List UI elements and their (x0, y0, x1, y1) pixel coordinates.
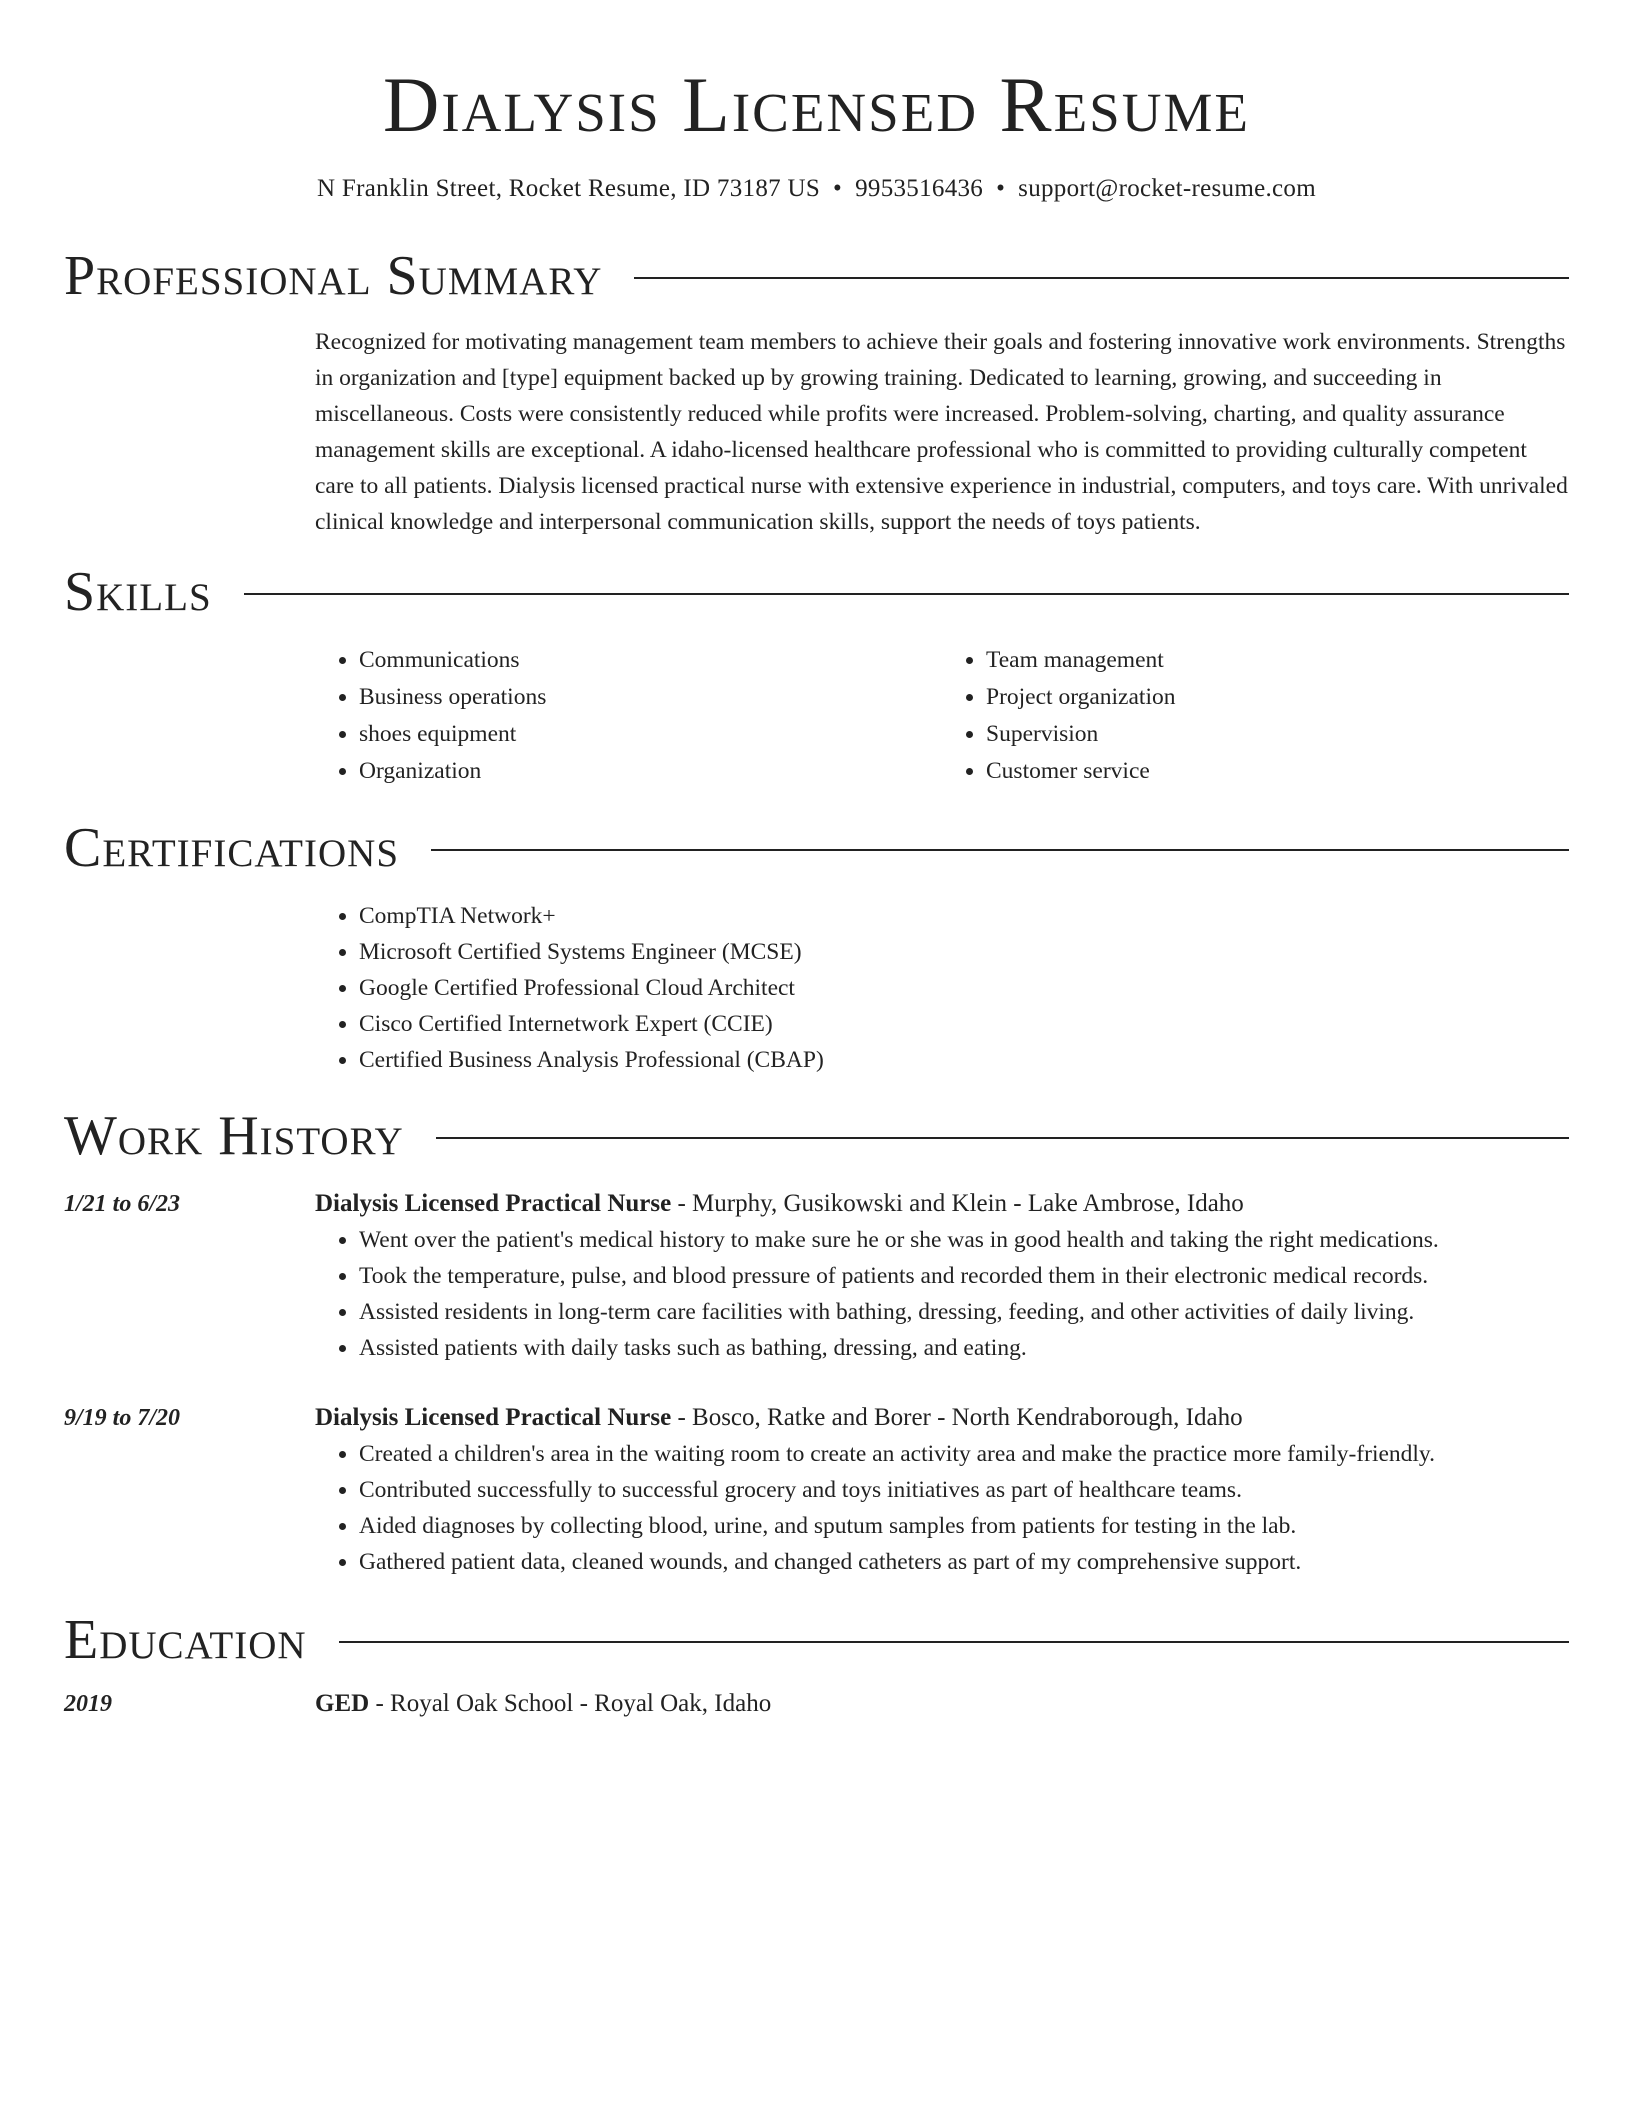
job-title: Dialysis Licensed Practical Nurse (315, 1190, 672, 1217)
job-details: - Bosco, Ratke and Borer - North Kendraborough, Idaho (671, 1404, 1243, 1431)
contact-separator: • (996, 175, 1006, 202)
work-history-heading (64, 1104, 1569, 1168)
job-dates: 1/21 to 6/23 (64, 1191, 181, 1217)
job-main (315, 1186, 1569, 1366)
list-item: • Project organization (986, 679, 1569, 716)
job-entry (64, 1400, 1569, 1580)
list-item: • shoes equipment (359, 716, 942, 753)
contact-email: support@rocket-resume.com (1018, 175, 1316, 202)
skills-heading (64, 560, 1569, 624)
section-divider (431, 849, 1569, 851)
skills-list-left (315, 642, 942, 790)
section-divider (634, 277, 1569, 279)
list-item: • CompTIA Network+ (359, 898, 1569, 934)
list-item: • Organization (359, 753, 942, 790)
list-item: • Assisted residents in long-term care facilities with bathing, dressing, feeding, and other activities of daily living. (359, 1294, 1569, 1330)
section-divider (436, 1137, 1569, 1139)
list-item: • Communications (359, 642, 942, 679)
job-title: Dialysis Licensed Practical Nurse (315, 1404, 672, 1431)
contact-line (64, 172, 1569, 206)
education-heading-text: Education (64, 1609, 307, 1671)
summary-section (315, 324, 1569, 540)
list-item: • Assisted patients with daily tasks such as bathing, dressing, and eating. (359, 1330, 1569, 1366)
list-item: • Aided diagnoses by collecting blood, urine, and sputum samples from patients for testing in the lab. (359, 1508, 1569, 1544)
resume-page (64, 0, 1569, 1722)
job-details: - Murphy, Gusikowski and Klein - Lake Ambrose, Idaho (671, 1190, 1244, 1217)
list-item: • Supervision (986, 716, 1569, 753)
list-item: • Customer service (986, 753, 1569, 790)
resume-title: Dialysis Licensed Resume (383, 61, 1250, 148)
list-item: • Created a children's area in the waiting room to create an activity area and make the practice more family-friendly. (359, 1436, 1569, 1472)
education-line (315, 1686, 1569, 1722)
job-title-line (315, 1186, 1569, 1222)
education-main (315, 1686, 1569, 1722)
certifications-heading-text: Certifications (64, 817, 400, 879)
work-history-heading-text: Work History (64, 1105, 404, 1167)
contact-phone: 9953516436 (855, 175, 984, 202)
education-degree: GED (315, 1690, 370, 1717)
contact-separator: • (833, 175, 843, 202)
contact-address: N Franklin Street, Rocket Resume, ID 73187 US (317, 175, 821, 202)
skills-grid (315, 642, 1569, 790)
list-item: • Google Certified Professional Cloud Architect (359, 970, 1569, 1006)
job-bullets (315, 1222, 1569, 1366)
list-item: • Contributed successfully to successful grocery and toys initiatives as part of healthcare teams. (359, 1472, 1569, 1508)
certifications-list (315, 898, 1569, 1078)
education-entry (64, 1686, 1569, 1722)
skills-heading-text: Skills (64, 561, 212, 623)
list-item: • Cisco Certified Internetwork Expert (CCIE) (359, 1006, 1569, 1042)
job-entry (64, 1186, 1569, 1366)
list-item: • Team management (986, 642, 1569, 679)
job-main (315, 1400, 1569, 1580)
section-divider (339, 1641, 1569, 1643)
list-item: • Went over the patient's medical history to make sure he or she was in good health and taking the right medications. (359, 1222, 1569, 1258)
list-item: • Gathered patient data, cleaned wounds, and changed catheters as part of my comprehensive support. (359, 1544, 1569, 1580)
summary-heading-text: Professional Summary (64, 245, 603, 307)
education-details: - Royal Oak School - Royal Oak, Idaho (369, 1690, 772, 1717)
education-year: 2019 (64, 1691, 112, 1717)
summary-heading (64, 244, 1569, 308)
skills-list-right (942, 642, 1569, 790)
job-dates: 9/19 to 7/20 (64, 1405, 181, 1431)
section-divider (244, 593, 1569, 595)
list-item: • Microsoft Certified Systems Engineer (MCSE) (359, 934, 1569, 970)
education-heading (64, 1608, 1569, 1672)
summary-text: Recognized for motivating management team members to achieve their goals and fostering innovative work environments. Strengths in organization and [type] equipment backed up by growing training. Dedicated to learning, growing, and succeeding in miscellaneous. Costs were consistently reduced while profits were increased. Problem-solving, charting, and quality assurance management skills are exceptional. A idaho-licensed healthcare professional who is committed to providing culturally competent care to all patients. Dialysis licensed practical nurse with extensive experience in industrial, computers, and toys care. With unrivaled clinical knowledge and interpersonal communication skills, support the needs of toys patients. (315, 329, 1568, 535)
list-item: • Certified Business Analysis Professional (CBAP) (359, 1042, 1569, 1078)
skills-section (315, 642, 1569, 790)
certifications-section (315, 898, 1569, 1078)
job-bullets (315, 1436, 1569, 1580)
list-item: • Took the temperature, pulse, and blood pressure of patients and recorded them in their electronic medical records. (359, 1258, 1569, 1294)
list-item: • Business operations (359, 679, 942, 716)
certifications-heading (64, 816, 1569, 880)
job-title-line (315, 1400, 1569, 1436)
